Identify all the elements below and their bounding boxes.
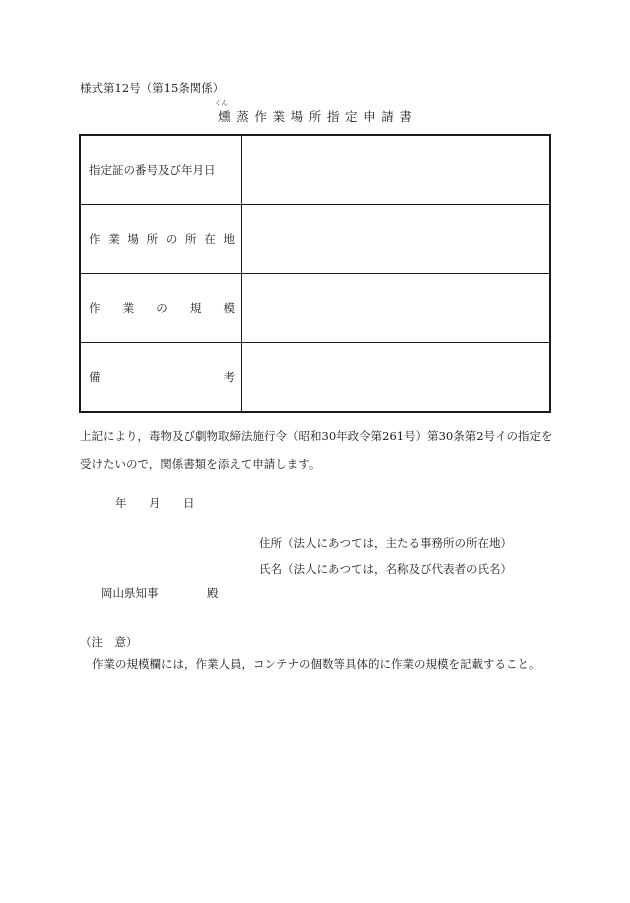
title-ruby: くん: [214, 99, 228, 107]
recipient-governor: 岡山県知事: [101, 586, 159, 600]
row-label-part: 業: [122, 301, 135, 315]
note-body: 作業の規模欄には，作業人員，コンテナの個数等具体的に作業の規模を記載すること。: [92, 657, 541, 671]
recipient-honorific: 殿: [207, 586, 219, 600]
applicant-name: 氏名（法人にあつては，名称及び代表者の氏名）: [259, 562, 512, 576]
date-year: 年: [115, 496, 127, 510]
note-heading: （注 意）: [80, 635, 138, 649]
row-label-part: 所: [185, 232, 197, 246]
row-label-part: 備: [89, 370, 101, 384]
table-row: [80, 343, 550, 413]
row-label: [89, 300, 235, 316]
date-month: 月: [149, 496, 161, 510]
row-label-part: 考: [223, 370, 235, 384]
row-label-part: 場: [127, 232, 139, 246]
label-cell-scale: [80, 274, 242, 343]
statement-line-1: 上記により，毒物及び劇物取締法施行令（昭和30年政令第261号）第30条第2号イの指定を: [80, 429, 553, 443]
row-label-part: 模: [223, 301, 235, 315]
applicant-address: 住所（法人にあつては，主たる事務所の所在地）: [259, 536, 512, 550]
date-day: 日: [183, 496, 195, 510]
row-label-part: 地: [223, 232, 235, 246]
row-label-part: 作: [89, 232, 101, 246]
row-label-part: の: [156, 301, 168, 315]
value-cell-location[interactable]: [242, 205, 551, 274]
row-label-part: 業: [108, 232, 120, 246]
row-label-part: 作: [89, 301, 101, 315]
row-label-part: 指定証の番号及び年月日: [89, 163, 216, 177]
row-label: [89, 231, 235, 247]
value-cell-certificate[interactable]: [242, 135, 551, 205]
title-text: 燻蒸作業場所指定申請書: [218, 109, 418, 124]
value-cell-remarks[interactable]: [242, 343, 551, 413]
application-table: [79, 134, 551, 413]
table-row: [80, 135, 550, 205]
label-cell-location: [80, 205, 242, 274]
value-cell-scale[interactable]: [242, 274, 551, 343]
table-row: [80, 205, 550, 274]
form-number: 様式第12号（第15条関係）: [80, 81, 225, 95]
statement-line-2: 受けたいので，関係書類を添えて申請します。: [80, 457, 321, 471]
table-row: [80, 274, 550, 343]
row-label-part: 在: [204, 232, 216, 246]
label-cell-certificate: [80, 135, 242, 205]
row-label-part: 規: [189, 301, 202, 315]
row-label: [89, 162, 235, 178]
page-title: [212, 99, 418, 125]
row-label: [89, 369, 235, 385]
row-label-part: 所: [146, 232, 159, 246]
title-wrap: [0, 99, 630, 125]
label-cell-remarks: [80, 343, 242, 413]
row-label-part: の: [165, 232, 178, 246]
